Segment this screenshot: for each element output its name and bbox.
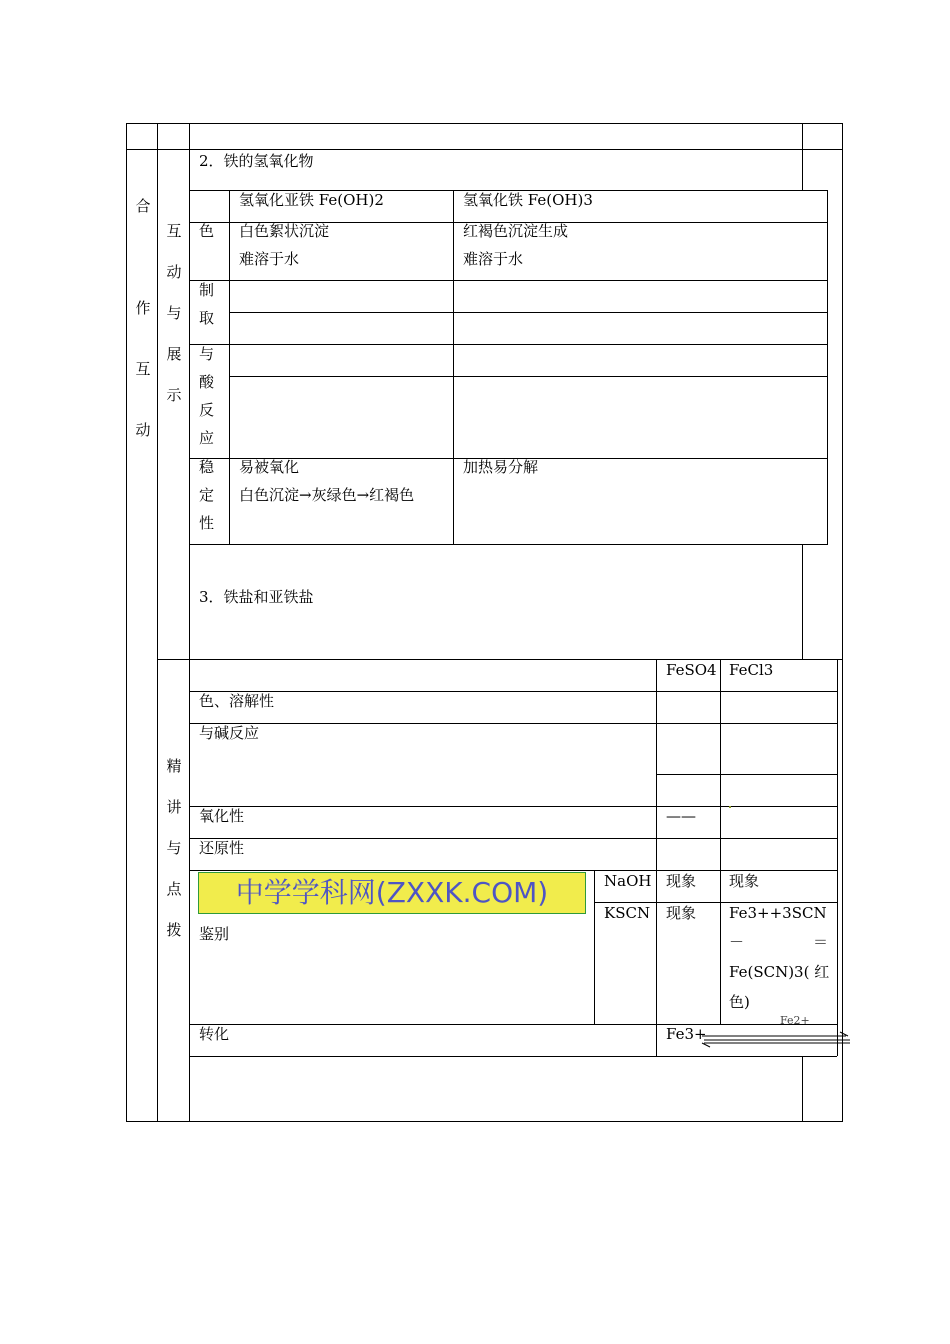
- fe2-color-line2: 难溶于水: [239, 250, 300, 268]
- col2-char: 示: [166, 386, 182, 404]
- row-acid-label-4: 应: [199, 429, 215, 447]
- naoh-phenomenon-fecl3: 现象: [729, 872, 760, 890]
- row-acid-label-2: 酸: [199, 373, 215, 391]
- oxidizing-feso4: ——: [666, 807, 696, 825]
- fe2-stability-line1: 易被氧化: [239, 458, 300, 476]
- row-acid-label-1: 与: [199, 345, 215, 363]
- naoh-label: NaOH: [604, 872, 652, 890]
- section3-title: 3．铁盐和亚铁盐: [199, 588, 314, 606]
- col1-char: 合: [135, 197, 151, 215]
- fe3-stability-line1: 加热易分解: [463, 458, 539, 476]
- row-identification: 鉴别: [199, 925, 230, 943]
- col2-char: 展: [166, 345, 182, 363]
- stray-mark: [729, 806, 731, 808]
- col2-char: 与: [166, 839, 182, 857]
- header-fe-oh2: 氢氧化亚铁 Fe(OH)2: [239, 191, 384, 209]
- row-stability-label-2: 定: [199, 486, 215, 504]
- col1-char: 动: [135, 421, 151, 439]
- row-conversion: 转化: [199, 1025, 230, 1043]
- kscn-equation-line4: 色): [729, 993, 750, 1011]
- row-color-solubility: 色、溶解性: [199, 692, 275, 710]
- col1-char: 作: [135, 299, 151, 317]
- header-fe-oh3: 氢氧化铁 Fe(OH)3: [463, 191, 593, 209]
- fe2-stability-line2: 白色沉淀→灰绿色→红褐色: [239, 486, 415, 504]
- col2-char: 讲: [166, 798, 182, 816]
- row-acid-label-3: 反: [199, 401, 215, 419]
- col2-char: 动: [166, 263, 182, 281]
- row-color-label: 色: [199, 222, 215, 240]
- col1-char: 互: [135, 360, 151, 378]
- row-base-reaction: 与碱反应: [199, 724, 260, 742]
- col2-char: 拨: [166, 921, 182, 939]
- header-feso4: FeSO4: [666, 661, 717, 679]
- row-stability-label-1: 稳: [199, 458, 215, 476]
- watermark-logo: 中学学科网(ZXXK.COM): [198, 872, 586, 914]
- col2-char: 点: [166, 880, 182, 898]
- kscn-equation-line2-left: －: [729, 933, 745, 951]
- kscn-equation-line1: Fe3++3SCN: [729, 904, 827, 922]
- fe3-color-line2: 难溶于水: [463, 250, 524, 268]
- row-oxidizing: 氧化性: [199, 807, 245, 825]
- kscn-equation-line2-right: ＝: [813, 933, 829, 951]
- fe2-color-line1: 白色絮状沉淀: [239, 222, 330, 240]
- row-stability-label-3: 性: [199, 514, 215, 532]
- col2-char: 与: [166, 304, 182, 322]
- kscn-equation-line3: Fe(SCN)3( 红: [729, 963, 830, 981]
- naoh-phenomenon-feso4: 现象: [666, 872, 697, 890]
- col2-char: 精: [166, 757, 182, 775]
- conversion-fe3: Fe3+: [666, 1025, 707, 1043]
- fe3-color-line1: 红褐色沉淀生成: [463, 222, 569, 240]
- kscn-label: KSCN: [604, 904, 651, 922]
- row-prep-label-2: 取: [199, 309, 215, 327]
- conversion-arrows-icon: [700, 1030, 850, 1052]
- row-prep-label-1: 制: [199, 281, 215, 299]
- row-reducing: 还原性: [199, 839, 245, 857]
- conversion-fe2: Fe2+: [780, 1014, 810, 1027]
- header-fecl3: FeCl3: [729, 661, 774, 679]
- kscn-phenomenon-feso4: 现象: [666, 904, 697, 922]
- section2-title: 2．铁的氢氧化物: [199, 152, 314, 170]
- col2-char: 互: [166, 222, 182, 240]
